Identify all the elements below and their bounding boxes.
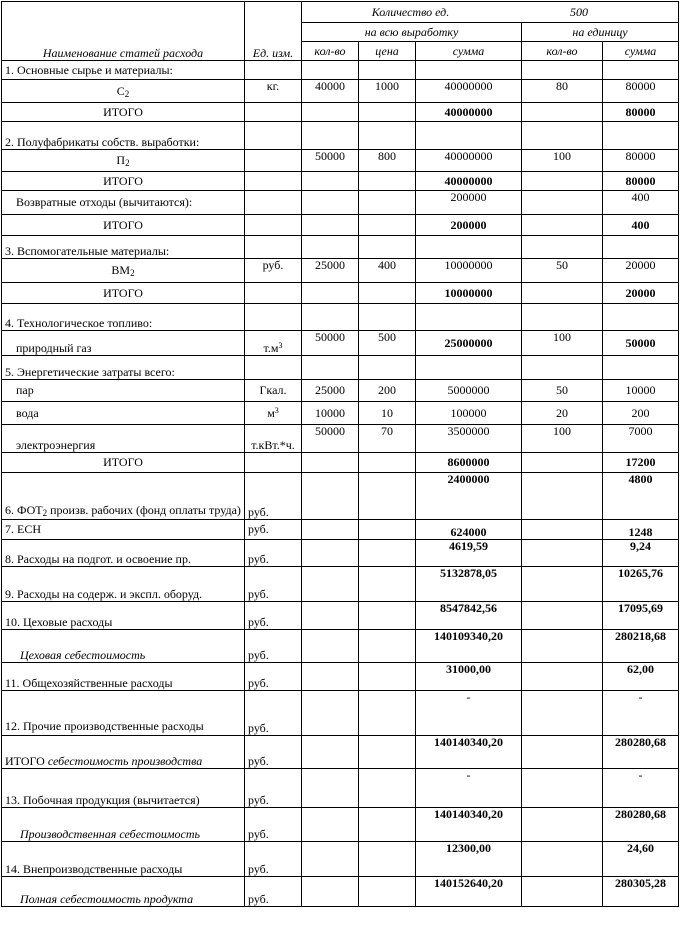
row-unit: руб. xyxy=(245,691,302,736)
row-name: ИТОГО xyxy=(2,172,245,191)
row-name: 8. Расходы на подгот. и освоение пр. xyxy=(2,540,245,567)
row-sum: 140140340,20 xyxy=(416,808,522,842)
row-unit: руб. xyxy=(245,842,302,877)
row-price: 800 xyxy=(359,150,416,172)
row-sum: 200000 xyxy=(416,191,522,215)
row-price: 10 xyxy=(359,402,416,425)
row-unit-sum: 280305,28 xyxy=(603,877,679,907)
row-unit: руб. xyxy=(245,630,302,663)
row-name: ИТОГО xyxy=(2,215,245,236)
row-sum: 8547842,56 xyxy=(416,602,522,630)
header-name-column: Наименование статей расхода xyxy=(2,2,245,61)
row-unit-sum: 280218,68 xyxy=(603,630,679,663)
row-unit: руб. xyxy=(245,663,302,691)
row-qty: 40000 xyxy=(302,80,359,103)
row-unit-sum: 280280,68 xyxy=(603,808,679,842)
row-sum: 624000 xyxy=(416,520,522,540)
row-name: пар xyxy=(2,380,245,402)
header-qty: кол-во xyxy=(302,42,359,61)
row-qty: 50000 xyxy=(302,331,359,356)
row-qty: 50000 xyxy=(302,425,359,453)
row-qty: 25000 xyxy=(302,259,359,283)
row-unit-sum: 80000 xyxy=(603,172,679,191)
row-sum: 100000 xyxy=(416,402,522,425)
row-name: вода xyxy=(2,402,245,425)
header-quantity-label: Количество ед. xyxy=(371,4,450,19)
row-sum: 2400000 xyxy=(416,473,522,520)
row-unit-sum: 50000 xyxy=(603,331,679,356)
row-name: 1. Основные сырье и материалы: xyxy=(2,61,245,80)
table-row xyxy=(2,61,679,80)
header-row-quantity xyxy=(2,2,679,23)
row-unit: руб. xyxy=(245,259,302,283)
table-row-total xyxy=(2,103,679,122)
row-unit-qty: 100 xyxy=(522,425,603,453)
row-sum: 5132878,05 xyxy=(416,567,522,602)
row-sum: 200000 xyxy=(416,215,522,236)
row-qty: 50000 xyxy=(302,150,359,172)
table-row xyxy=(2,425,679,453)
row-unit-sum: - xyxy=(603,769,679,808)
row-unit: руб. xyxy=(245,877,302,907)
row-unit-sum: 80000 xyxy=(603,103,679,122)
row-name: $С_2$ xyxy=(2,80,245,103)
table-row xyxy=(2,473,679,520)
row-sum: 10000000 xyxy=(416,283,522,304)
table-row xyxy=(2,567,679,602)
row-unit-sum: 17095,69 xyxy=(603,602,679,630)
row-name: 14. Внепроизводственные расходы xyxy=(2,842,245,877)
table-row xyxy=(2,259,679,283)
table-row xyxy=(2,236,679,259)
row-sum: 40000000 xyxy=(416,172,522,191)
row-name: 13. Побочная продукция (вычитается) xyxy=(2,769,245,808)
row-unit: руб. xyxy=(245,473,302,520)
row-sum: - xyxy=(416,769,522,808)
row-price: 400 xyxy=(359,259,416,283)
row-sum: - xyxy=(416,691,522,736)
row-unit: руб. xyxy=(245,808,302,842)
row-name: Полная себестоимость продукта xyxy=(2,877,245,907)
row-unit: $т.м^3$ xyxy=(245,331,302,356)
row-unit: руб. xyxy=(245,769,302,808)
table-row xyxy=(2,842,679,877)
row-unit: руб. xyxy=(245,520,302,540)
row-name: природный газ xyxy=(2,331,245,356)
table-row xyxy=(2,122,679,150)
row-name: 7. ЕСН xyxy=(2,520,245,540)
table-row-total xyxy=(2,283,679,304)
row-sum: 4619,59 xyxy=(416,540,522,567)
row-sum: 140152640,20 xyxy=(416,877,522,907)
row-sum: 40000000 xyxy=(416,103,522,122)
table-row xyxy=(2,663,679,691)
row-unit-sum: 400 xyxy=(603,191,679,215)
row-price: 200 xyxy=(359,380,416,402)
row-name: 2. Полуфабрикаты собств. выработки: xyxy=(2,122,245,150)
row-name: 12. Прочие производственные расходы xyxy=(2,691,245,736)
row-unit-sum: 20000 xyxy=(603,283,679,304)
row-name: Возвратные отходы (вычитаются): xyxy=(2,191,245,215)
row-name: 4. Технологическое топливо: xyxy=(2,304,245,331)
row-sum: 40000000 xyxy=(416,80,522,103)
row-unit-sum: 17200 xyxy=(603,453,679,473)
row-sum: 8600000 xyxy=(416,453,522,473)
row-sum: 140140340,20 xyxy=(416,736,522,769)
row-unit: $м^3$ xyxy=(245,402,302,425)
row-unit: руб. xyxy=(245,602,302,630)
row-name: $П_2$ xyxy=(2,150,245,172)
row-name: 5. Энергетические затраты всего: xyxy=(2,356,245,380)
row-unit-sum: 200 xyxy=(603,402,679,425)
header-price: цена xyxy=(359,42,416,61)
table-row xyxy=(2,808,679,842)
row-name: Производственная себестоимость xyxy=(2,808,245,842)
row-unit: т.кВт.*ч. xyxy=(245,425,302,453)
row-price: 500 xyxy=(359,331,416,356)
table-row xyxy=(2,540,679,567)
row-name: электроэнергия xyxy=(2,425,245,453)
row-unit-sum: 80000 xyxy=(603,150,679,172)
row-unit: руб. xyxy=(245,540,302,567)
header-unit-column: Ед. изм. xyxy=(245,2,302,61)
header-unit-group: на единицу xyxy=(522,23,679,42)
header-quantity-value: 500 xyxy=(570,4,588,19)
table-row xyxy=(2,769,679,808)
header-quantity-cell xyxy=(302,2,679,23)
row-unit: кг. xyxy=(245,80,302,103)
row-name: ИТОГО xyxy=(2,453,245,473)
row-price: 70 xyxy=(359,425,416,453)
row-sum: 25000000 xyxy=(416,331,522,356)
row-qty: 25000 xyxy=(302,380,359,402)
row-unit-sum: 9,24 xyxy=(603,540,679,567)
row-sum: 40000000 xyxy=(416,150,522,172)
header-unit-sum: сумма xyxy=(603,42,679,61)
row-unit-qty: 100 xyxy=(522,331,603,356)
table-row xyxy=(2,877,679,907)
header-unit-qty: кол-во xyxy=(522,42,603,61)
table-row xyxy=(2,150,679,172)
table-row xyxy=(2,736,679,769)
table-row xyxy=(2,331,679,356)
row-name: ИТОГО себестоимость производства xyxy=(2,736,245,769)
row-unit-sum: 80000 xyxy=(603,80,679,103)
table-row-total xyxy=(2,453,679,473)
table-row xyxy=(2,691,679,736)
row-name: 6. $ФОТ_2$ произв. рабочих (фонд оплаты труда) xyxy=(2,473,245,520)
row-name: $ВМ_2$ xyxy=(2,259,245,283)
row-sum: 5000000 xyxy=(416,380,522,402)
row-unit-sum: 7000 xyxy=(603,425,679,453)
row-unit-sum: 400 xyxy=(603,215,679,236)
table-row-total xyxy=(2,215,679,236)
table-row xyxy=(2,191,679,215)
row-sum: 10000000 xyxy=(416,259,522,283)
row-unit-qty: 80 xyxy=(522,80,603,103)
row-unit-qty: 100 xyxy=(522,150,603,172)
row-name: 11. Общехозяйственные расходы xyxy=(2,663,245,691)
table-row xyxy=(2,304,679,331)
row-unit-sum: 280280,68 xyxy=(603,736,679,769)
table-row xyxy=(2,520,679,540)
row-qty: 10000 xyxy=(302,402,359,425)
row-unit: руб. xyxy=(245,736,302,769)
row-price: 1000 xyxy=(359,80,416,103)
table-row xyxy=(2,380,679,402)
row-name: 10. Цеховые расходы xyxy=(2,602,245,630)
row-unit-qty: 50 xyxy=(522,259,603,283)
row-sum: 3500000 xyxy=(416,425,522,453)
header-total-group: на всю выработку xyxy=(302,23,522,42)
row-unit-sum: 24,60 xyxy=(603,842,679,877)
row-unit: руб. xyxy=(245,567,302,602)
row-unit-sum: 10000 xyxy=(603,380,679,402)
row-name: 9. Расходы на содерж. и экспл. оборуд. xyxy=(2,567,245,602)
table-row xyxy=(2,630,679,663)
header-sum: сумма xyxy=(416,42,522,61)
table-row xyxy=(2,80,679,103)
table-row xyxy=(2,402,679,425)
row-name: ИТОГО xyxy=(2,103,245,122)
row-name: Цеховая себестоимость xyxy=(2,630,245,663)
table-row-total xyxy=(2,172,679,191)
table-row xyxy=(2,602,679,630)
row-unit-qty: 20 xyxy=(522,402,603,425)
row-unit-qty: 50 xyxy=(522,380,603,402)
row-sum: 12300,00 xyxy=(416,842,522,877)
table-row xyxy=(2,356,679,380)
row-name: ИТОГО xyxy=(2,283,245,304)
row-unit-sum: 1248 xyxy=(603,520,679,540)
row-unit-sum: - xyxy=(603,691,679,736)
row-sum: 31000,00 xyxy=(416,663,522,691)
row-unit-sum: 20000 xyxy=(603,259,679,283)
row-unit-sum: 62,00 xyxy=(603,663,679,691)
row-sum: 140109340,20 xyxy=(416,630,522,663)
row-unit-sum: 4800 xyxy=(603,473,679,520)
row-unit-sum: 10265,76 xyxy=(603,567,679,602)
row-name: 3. Вспомогательные материалы: xyxy=(2,236,245,259)
row-unit: Гкал. xyxy=(245,380,302,402)
cost-calculation-table xyxy=(1,1,679,907)
